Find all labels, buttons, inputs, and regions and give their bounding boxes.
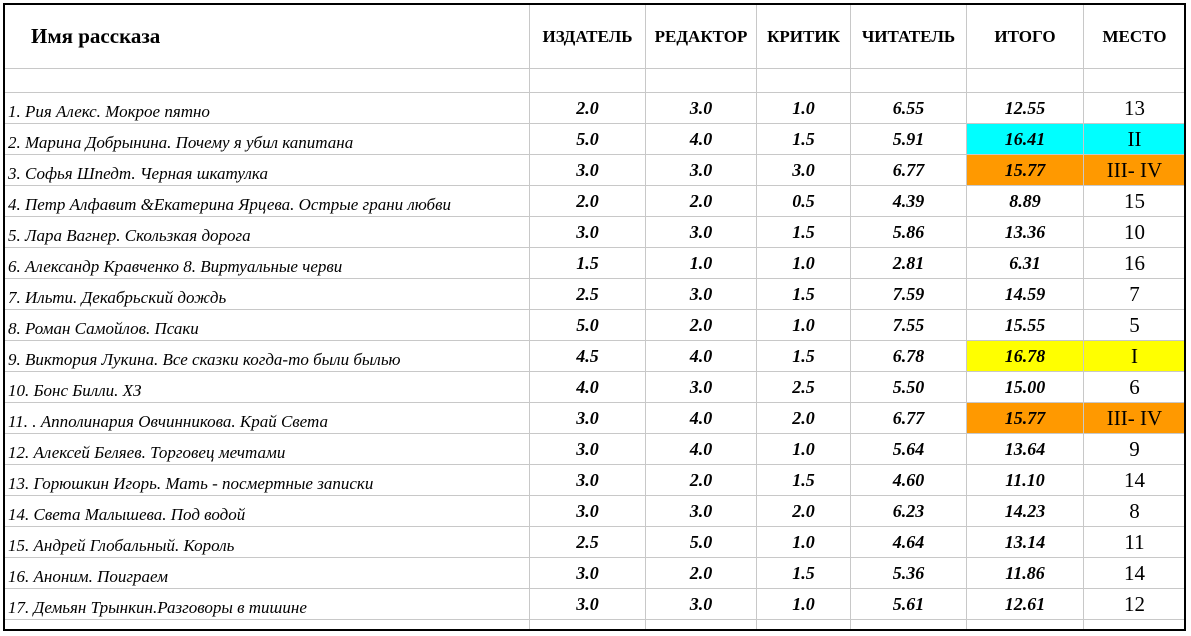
publisher-score-cell[interactable]: 3.0 — [530, 155, 646, 186]
critic-score-cell[interactable]: 1.0 — [757, 310, 851, 341]
total-score-cell[interactable]: 13.14 — [967, 527, 1084, 558]
place-score-cell[interactable]: 10 — [1084, 217, 1186, 248]
place-score-cell[interactable]: 11 — [1084, 527, 1186, 558]
place-score-cell[interactable]: III- IV — [1084, 403, 1186, 434]
total-score-cell[interactable]: 13.64 — [967, 434, 1084, 465]
editor-score-cell[interactable]: 3.0 — [646, 496, 757, 527]
total-score-cell[interactable]: 13.36 — [967, 217, 1084, 248]
story-name-cell[interactable]: 4. Петр Алфавит &Екатерина Ярцева. Острые грани любви — [5, 186, 530, 217]
publisher-score-cell[interactable]: 3.0 — [530, 465, 646, 496]
place-score-cell[interactable]: I — [1084, 341, 1186, 372]
publisher-score-cell[interactable]: 3.0 — [530, 434, 646, 465]
header-reader[interactable]: ЧИТАТЕЛЬ — [851, 5, 967, 69]
story-name-cell[interactable]: 17. Демьян Трынкин.Разговоры в тишине — [5, 589, 530, 620]
total-score-cell[interactable]: 16.41 — [967, 124, 1084, 155]
total-score-cell[interactable]: 15.77 — [967, 403, 1084, 434]
reader-score-cell[interactable]: 6.77 — [851, 155, 967, 186]
story-name-cell[interactable]: 14. Света Малышева. Под водой — [5, 496, 530, 527]
spacer-cell[interactable] — [967, 69, 1084, 93]
reader-score-cell[interactable]: 6.78 — [851, 341, 967, 372]
publisher-score-cell[interactable]: 5.0 — [530, 310, 646, 341]
publisher-score-cell[interactable]: 3.0 — [530, 217, 646, 248]
empty-cell[interactable] — [1084, 620, 1186, 631]
total-score-cell[interactable]: 6.31 — [967, 248, 1084, 279]
reader-score-cell[interactable]: 4.60 — [851, 465, 967, 496]
total-score-cell[interactable]: 14.23 — [967, 496, 1084, 527]
place-score-cell[interactable]: 15 — [1084, 186, 1186, 217]
story-name-cell[interactable]: 2. Марина Добрынина. Почему я убил капитана — [5, 124, 530, 155]
publisher-score-cell[interactable]: 4.0 — [530, 372, 646, 403]
place-score-cell[interactable]: 14 — [1084, 558, 1186, 589]
reader-score-cell[interactable]: 5.86 — [851, 217, 967, 248]
reader-score-cell[interactable]: 4.39 — [851, 186, 967, 217]
editor-score-cell[interactable]: 1.0 — [646, 248, 757, 279]
place-score-cell[interactable]: 12 — [1084, 589, 1186, 620]
publisher-score-cell[interactable]: 2.0 — [530, 93, 646, 124]
reader-score-cell[interactable]: 6.23 — [851, 496, 967, 527]
results-table — [5, 5, 1184, 629]
place-score-cell[interactable]: 14 — [1084, 465, 1186, 496]
total-score-cell[interactable]: 14.59 — [967, 279, 1084, 310]
editor-score-cell[interactable]: 4.0 — [646, 403, 757, 434]
reader-score-cell[interactable]: 5.61 — [851, 589, 967, 620]
critic-score-cell[interactable]: 1.0 — [757, 434, 851, 465]
story-name-cell[interactable]: 5. Лара Вагнер. Скользкая дорога — [5, 217, 530, 248]
critic-score-cell[interactable]: 2.5 — [757, 372, 851, 403]
place-score-cell[interactable]: 5 — [1084, 310, 1186, 341]
critic-score-cell[interactable]: 0.5 — [757, 186, 851, 217]
editor-score-cell[interactable]: 4.0 — [646, 341, 757, 372]
story-name-cell[interactable]: 9. Виктория Лукина. Все сказки когда-то были былью — [5, 341, 530, 372]
story-name-cell[interactable]: 8. Роман Самойлов. Псаки — [5, 310, 530, 341]
reader-score-cell[interactable]: 7.59 — [851, 279, 967, 310]
critic-score-cell[interactable]: 1.5 — [757, 558, 851, 589]
total-score-cell[interactable]: 15.55 — [967, 310, 1084, 341]
critic-score-cell[interactable]: 1.0 — [757, 527, 851, 558]
story-name-cell[interactable]: 12. Алексей Беляев. Торговец мечтами — [5, 434, 530, 465]
total-score-cell[interactable]: 12.61 — [967, 589, 1084, 620]
editor-score-cell[interactable]: 5.0 — [646, 527, 757, 558]
header-name[interactable]: Имя рассказа — [5, 5, 530, 69]
publisher-score-cell[interactable]: 4.5 — [530, 341, 646, 372]
header-editor[interactable]: РЕДАКТОР — [646, 5, 757, 69]
critic-score-cell[interactable]: 1.5 — [757, 279, 851, 310]
publisher-score-cell[interactable]: 2.0 — [530, 186, 646, 217]
reader-score-cell[interactable]: 7.55 — [851, 310, 967, 341]
story-name-cell[interactable]: 7. Ильти. Декабрьский дождь — [5, 279, 530, 310]
publisher-score-cell[interactable]: 2.5 — [530, 527, 646, 558]
total-score-cell[interactable]: 15.00 — [967, 372, 1084, 403]
publisher-score-cell[interactable]: 3.0 — [530, 403, 646, 434]
place-score-cell[interactable]: 16 — [1084, 248, 1186, 279]
editor-score-cell[interactable]: 4.0 — [646, 124, 757, 155]
reader-score-cell[interactable]: 5.50 — [851, 372, 967, 403]
reader-score-cell[interactable]: 6.77 — [851, 403, 967, 434]
header-total[interactable]: ИТОГО — [967, 5, 1084, 69]
publisher-score-cell[interactable]: 5.0 — [530, 124, 646, 155]
story-name-cell[interactable]: 6. Александр Кравченко 8. Виртуальные черви — [5, 248, 530, 279]
editor-score-cell[interactable]: 3.0 — [646, 155, 757, 186]
spacer-cell[interactable] — [757, 69, 851, 93]
spacer-cell[interactable] — [646, 69, 757, 93]
place-score-cell[interactable]: 9 — [1084, 434, 1186, 465]
editor-score-cell[interactable]: 2.0 — [646, 186, 757, 217]
header-critic[interactable]: КРИТИК — [757, 5, 851, 69]
editor-score-cell[interactable]: 3.0 — [646, 589, 757, 620]
empty-cell[interactable] — [967, 620, 1084, 631]
critic-score-cell[interactable]: 1.0 — [757, 589, 851, 620]
editor-score-cell[interactable]: 2.0 — [646, 558, 757, 589]
header-place[interactable]: МЕСТО — [1084, 5, 1186, 69]
total-score-cell[interactable]: 16.78 — [967, 341, 1084, 372]
editor-score-cell[interactable]: 3.0 — [646, 372, 757, 403]
total-score-cell[interactable]: 8.89 — [967, 186, 1084, 217]
publisher-score-cell[interactable]: 3.0 — [530, 496, 646, 527]
reader-score-cell[interactable]: 5.36 — [851, 558, 967, 589]
editor-score-cell[interactable]: 2.0 — [646, 310, 757, 341]
critic-score-cell[interactable]: 2.0 — [757, 403, 851, 434]
spacer-cell[interactable] — [1084, 69, 1186, 93]
reader-score-cell[interactable]: 2.81 — [851, 248, 967, 279]
reader-score-cell[interactable]: 6.55 — [851, 93, 967, 124]
story-name-cell[interactable]: 11. . Апполинария Овчинникова. Край Света — [5, 403, 530, 434]
total-score-cell[interactable]: 15.77 — [967, 155, 1084, 186]
story-name-cell[interactable]: 1. Рия Алекс. Мокрое пятно — [5, 93, 530, 124]
publisher-score-cell[interactable]: 3.0 — [530, 558, 646, 589]
story-name-cell[interactable]: 16. Аноним. Поиграем — [5, 558, 530, 589]
editor-score-cell[interactable]: 3.0 — [646, 217, 757, 248]
reader-score-cell[interactable]: 5.91 — [851, 124, 967, 155]
place-score-cell[interactable]: II — [1084, 124, 1186, 155]
publisher-score-cell[interactable]: 1.5 — [530, 248, 646, 279]
publisher-score-cell[interactable]: 3.0 — [530, 589, 646, 620]
critic-score-cell[interactable]: 1.5 — [757, 341, 851, 372]
empty-cell[interactable] — [5, 620, 530, 631]
place-score-cell[interactable]: 7 — [1084, 279, 1186, 310]
empty-cell[interactable] — [646, 620, 757, 631]
story-name-cell[interactable]: 15. Андрей Глобальный. Король — [5, 527, 530, 558]
critic-score-cell[interactable]: 1.0 — [757, 248, 851, 279]
total-score-cell[interactable]: 11.86 — [967, 558, 1084, 589]
total-score-cell[interactable]: 12.55 — [967, 93, 1084, 124]
critic-score-cell[interactable]: 2.0 — [757, 496, 851, 527]
critic-score-cell[interactable]: 1.5 — [757, 465, 851, 496]
editor-score-cell[interactable]: 2.0 — [646, 465, 757, 496]
spacer-cell[interactable] — [851, 69, 967, 93]
story-name-cell[interactable]: 10. Бонс Билли. ХЗ — [5, 372, 530, 403]
critic-score-cell[interactable]: 1.5 — [757, 217, 851, 248]
critic-score-cell[interactable]: 1.0 — [757, 93, 851, 124]
spacer-cell[interactable] — [530, 69, 646, 93]
story-name-cell[interactable]: 3. Софья Шпедт. Черная шкатулка — [5, 155, 530, 186]
place-score-cell[interactable]: 8 — [1084, 496, 1186, 527]
header-publisher[interactable]: ИЗДАТЕЛЬ — [530, 5, 646, 69]
results-sheet — [3, 3, 1186, 631]
story-name-cell[interactable]: 13. Горюшкин Игорь. Мать - посмертные записки — [5, 465, 530, 496]
empty-cell[interactable] — [757, 620, 851, 631]
empty-cell[interactable] — [851, 620, 967, 631]
reader-score-cell[interactable]: 5.64 — [851, 434, 967, 465]
publisher-score-cell[interactable]: 2.5 — [530, 279, 646, 310]
place-score-cell[interactable]: 6 — [1084, 372, 1186, 403]
editor-score-cell[interactable]: 3.0 — [646, 93, 757, 124]
editor-score-cell[interactable]: 3.0 — [646, 279, 757, 310]
spacer-cell[interactable] — [5, 69, 530, 93]
reader-score-cell[interactable]: 4.64 — [851, 527, 967, 558]
empty-cell[interactable] — [530, 620, 646, 631]
place-score-cell[interactable]: III- IV — [1084, 155, 1186, 186]
editor-score-cell[interactable]: 4.0 — [646, 434, 757, 465]
place-score-cell[interactable]: 13 — [1084, 93, 1186, 124]
total-score-cell[interactable]: 11.10 — [967, 465, 1084, 496]
critic-score-cell[interactable]: 1.5 — [757, 124, 851, 155]
critic-score-cell[interactable]: 3.0 — [757, 155, 851, 186]
